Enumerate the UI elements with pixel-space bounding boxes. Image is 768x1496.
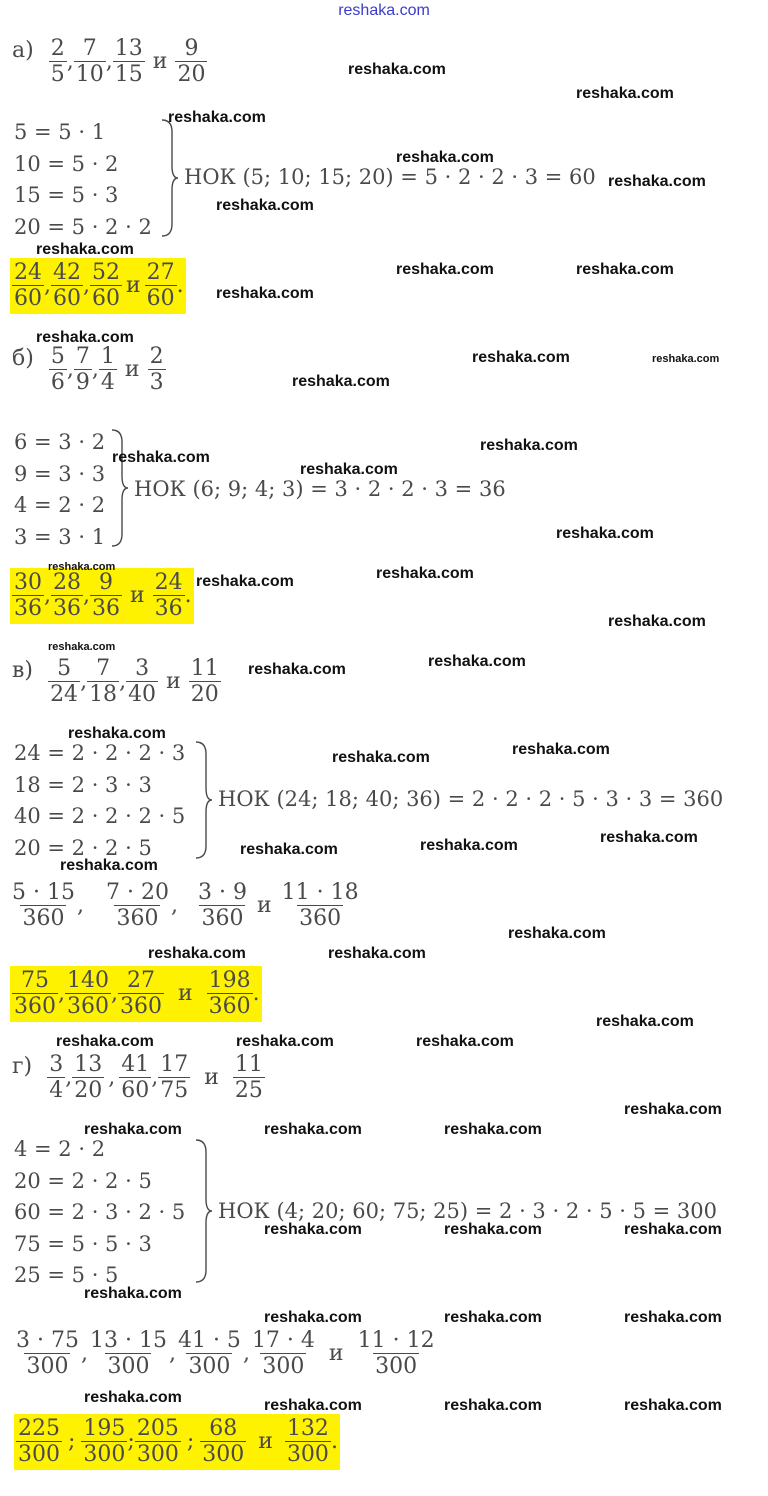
watermark: reshaka.com: [196, 573, 294, 590]
watermark: reshaka.com: [508, 925, 606, 942]
watermark: reshaka.com: [416, 1033, 514, 1050]
watermark: reshaka.com: [56, 1033, 154, 1050]
fraction: $\frac{68}{300}$: [202, 1416, 245, 1468]
watermark: reshaka.com: [36, 329, 134, 346]
watermark: reshaka.com: [472, 349, 570, 366]
problem-c-multiplications: $\frac{5 \cdot 15}{360}$ , $\frac{7 \cdot 20}{360}$ , $\frac{3 \cdot 9}{360}$ и $\frac{11 \cdot 18}{360}$: [12, 880, 359, 932]
conjunction: и: [178, 981, 193, 1007]
fraction: $\frac{24}{60}$: [14, 260, 42, 312]
problem-d-fractions: $\frac{3}{4}$ , $\frac{13}{20}$ , $\frac{41}{60}$ , $\frac{17}{75}$ и $\frac{11}{25}$: [49, 1052, 263, 1104]
watermark: reshaka.com: [112, 449, 210, 466]
watermark: reshaka.com: [480, 437, 578, 454]
watermark: reshaka.com: [444, 1309, 542, 1326]
fraction: $\frac{2}{5}$: [50, 36, 65, 88]
problem-c-answer: [10, 966, 262, 1022]
watermark: reshaka.com: [396, 261, 494, 278]
watermark: reshaka.com: [216, 285, 314, 302]
factorization-line: 25 = 5 · 5: [14, 1263, 119, 1287]
watermark: reshaka.com: [168, 109, 266, 126]
curly-brace: [194, 1138, 214, 1284]
fraction: $\frac{3}{40}$: [128, 656, 157, 708]
watermark: reshaka.com: [60, 857, 158, 874]
factorization-line: 15 = 5 · 3: [14, 183, 119, 207]
fraction: $\frac{225}{300}$: [18, 1416, 60, 1468]
problem-d-factorizations: [14, 1134, 185, 1292]
problem-a-factorizations: [14, 117, 152, 243]
conjunction: и: [152, 49, 168, 75]
factorization-line: 40 = 2 · 2 · 2 · 5: [14, 804, 186, 828]
problem-a-label: а): [12, 38, 34, 63]
watermark: reshaka.com: [624, 1309, 722, 1326]
fraction: $\frac{9}{36}$: [92, 570, 120, 622]
watermark: reshaka.com: [596, 1013, 694, 1030]
fraction: $\frac{13 \cdot 15}{300}$: [89, 1328, 167, 1380]
problem-b-statement: [12, 344, 166, 396]
fraction: $\frac{11 \cdot 18}{360}$: [281, 880, 359, 932]
watermark: reshaka.com: [328, 945, 426, 962]
watermark: reshaka.com: [292, 373, 390, 390]
problem-d-label: г): [12, 1054, 33, 1079]
problem-c-lcm: НОК (24; 18; 40; 36) = 2 · 2 · 2 · 5 · 3 · 3 = 360: [218, 787, 724, 811]
highlighted-answer: $\frac{225}{300}$ ; $\frac{195}{300}$ ; $\frac{205}{300}$ ; $\frac{68}{300}$ и $\frac{132}{300}$ .: [14, 1414, 340, 1470]
fraction: $\frac{41}{60}$: [121, 1052, 150, 1104]
fraction: $\frac{52}{60}$: [92, 260, 120, 312]
watermark: reshaka.com: [428, 653, 526, 670]
watermark: reshaka.com: [624, 1397, 722, 1414]
watermark: reshaka.com: [236, 1033, 334, 1050]
factorization-line: 20 = 5 · 2 · 2: [14, 214, 152, 239]
watermark: reshaka.com: [348, 61, 446, 78]
fraction: $\frac{2}{3}$: [149, 344, 164, 396]
fraction: $\frac{132}{300}$: [286, 1416, 329, 1468]
factorization-line: 20 = 2 · 2 · 5: [14, 1168, 152, 1193]
fraction: $\frac{195}{300}$: [83, 1416, 126, 1468]
watermark: reshaka.com: [444, 1121, 542, 1138]
watermark: reshaka.com: [652, 353, 720, 365]
fraction: $\frac{7}{9}$: [75, 344, 90, 396]
highlighted-answer: $\frac{24}{60}$ , $\frac{42}{60}$ , $\frac{52}{60}$ и $\frac{27}{60}$ .: [10, 258, 186, 314]
watermark: reshaka.com: [376, 565, 474, 582]
watermark: reshaka.com: [68, 725, 166, 742]
watermark: reshaka.com: [264, 1397, 362, 1414]
watermark: reshaka.com: [624, 1101, 722, 1118]
problem-b-answer: [10, 568, 194, 624]
fraction: $\frac{75}{360}$: [14, 968, 56, 1020]
watermark: reshaka.com: [420, 837, 518, 854]
problem-d-lcm: НОК (4; 20; 60; 75; 25) = 2 · 3 · 2 · 5 · 5 = 300: [218, 1199, 717, 1223]
problem-a-answer: [10, 258, 186, 314]
problem-d-answer: [14, 1414, 340, 1470]
highlighted-answer: $\frac{75}{360}$ , $\frac{140}{360}$ , $\frac{27}{360}$ и $\frac{198}{360}$ .: [10, 966, 262, 1022]
conjunction: и: [204, 1065, 219, 1091]
fraction: $\frac{28}{36}$: [53, 570, 81, 622]
fraction: $\frac{24}{36}$: [154, 570, 183, 622]
factorization-line: 75 = 5 · 5 · 3: [14, 1231, 152, 1256]
fraction: $\frac{13}{15}$: [114, 36, 143, 88]
watermark: reshaka.com: [444, 1397, 542, 1414]
factorization-line: 4 = 2 · 2: [14, 493, 106, 517]
problem-c-statement: [12, 656, 221, 708]
factorization-line: 24 = 2 · 2 · 2 · 3: [14, 741, 186, 765]
conjunction: и: [126, 273, 141, 299]
watermark: reshaka.com: [84, 1389, 182, 1406]
watermark: reshaka.com: [512, 741, 610, 758]
site-header[interactable]: reshaka.com: [338, 2, 430, 19]
watermark: reshaka.com: [576, 85, 674, 102]
factorization-line: 6 = 3 · 2: [14, 430, 106, 454]
watermark: reshaka.com: [248, 661, 346, 678]
conjunction: и: [166, 669, 181, 695]
watermark: reshaka.com: [608, 613, 706, 630]
watermark: reshaka.com: [444, 1221, 542, 1238]
curly-brace: [160, 118, 180, 238]
watermark: reshaka.com: [264, 1221, 362, 1238]
watermark: reshaka.com: [148, 945, 246, 962]
watermark: reshaka.com: [600, 829, 698, 846]
watermark: reshaka.com: [84, 1121, 182, 1138]
watermark: reshaka.com: [84, 1285, 182, 1302]
fraction: $\frac{30}{36}$: [14, 570, 42, 622]
watermark: reshaka.com: [608, 173, 706, 190]
fraction: $\frac{11}{25}$: [234, 1052, 263, 1104]
fraction: $\frac{27}{60}$: [146, 260, 175, 312]
watermark: reshaka.com: [240, 841, 338, 858]
curly-brace: [194, 740, 214, 860]
fraction: $\frac{1}{4}$: [100, 344, 115, 396]
conjunction: и: [130, 583, 145, 609]
problem-b-label: б): [12, 346, 34, 371]
factorization-line: 10 = 5 · 2: [14, 151, 119, 176]
watermark: reshaka.com: [216, 197, 314, 214]
conjunction: и: [328, 1341, 344, 1367]
fraction: $\frac{17}{75}$: [160, 1052, 189, 1104]
factorization-line: 3 = 3 · 1: [14, 524, 106, 549]
conjunction: и: [258, 1429, 273, 1455]
watermark: reshaka.com: [300, 461, 398, 478]
watermark: reshaka.com: [48, 561, 116, 573]
problem-b-lcm: НОК (6; 9; 4; 3) = 3 · 2 · 2 · 3 = 36: [134, 477, 506, 501]
curly-brace: [110, 428, 130, 548]
watermark: reshaka.com: [264, 1309, 362, 1326]
fraction: $\frac{205}{300}$: [136, 1416, 179, 1468]
factorization-line: 4 = 2 · 2: [14, 1137, 106, 1161]
fraction: $\frac{3 \cdot 75}{300}$: [16, 1328, 79, 1380]
factorization-line: 5 = 5 · 1: [14, 120, 106, 144]
fraction: $\frac{7}{18}$: [89, 656, 118, 708]
fraction: $\frac{5}{6}$: [50, 344, 65, 396]
fraction: $\frac{5}{24}$: [50, 656, 79, 708]
watermark: reshaka.com: [36, 241, 134, 258]
problem-d-multiplications: $\frac{3 \cdot 75}{300}$ , $\frac{13 \cdot 15}{300}$ , $\frac{41 \cdot 5}{300}$ , $\frac{17 \cdot 4}{300}$ и $\frac{11 \cdot 12}{300}$: [16, 1328, 435, 1380]
fraction: $\frac{140}{360}$: [67, 968, 109, 1020]
fraction: $\frac{3 \cdot 9}{360}$: [197, 880, 247, 932]
problem-a-statement: [12, 36, 207, 88]
problem-c-fractions: $\frac{5}{24}$ , $\frac{7}{18}$ , $\frac{3}{40}$ и $\frac{11}{20}$: [50, 656, 219, 708]
conjunction: и: [256, 893, 272, 919]
watermark: reshaka.com: [576, 261, 674, 278]
fraction: $\frac{5 \cdot 15}{360}$: [12, 880, 75, 932]
watermark: reshaka.com: [396, 149, 494, 166]
fraction: $\frac{7}{10}$: [75, 36, 104, 88]
factorization-line: 20 = 2 · 2 · 5: [14, 835, 152, 860]
fraction: $\frac{42}{60}$: [53, 260, 81, 312]
factorization-line: 18 = 2 · 3 · 3: [14, 772, 152, 797]
watermark: reshaka.com: [624, 1221, 722, 1238]
fraction: $\frac{41 \cdot 5}{300}$: [177, 1328, 241, 1380]
problem-d-statement: [12, 1052, 265, 1104]
problem-c-factorizations: [14, 738, 185, 864]
watermark: reshaka.com: [48, 641, 116, 653]
problem-c-label: в): [12, 658, 33, 683]
fraction: $\frac{3}{4}$: [49, 1052, 64, 1104]
problem-b-factorizations: [14, 427, 105, 553]
fraction: $\frac{17 \cdot 4}{300}$: [251, 1328, 315, 1380]
watermark: reshaka.com: [332, 749, 430, 766]
problem-b-fractions: $\frac{5}{6}$ , $\frac{7}{9}$ , $\frac{1}{4}$ и $\frac{2}{3}$: [50, 344, 164, 396]
problem-a-lcm: НОК (5; 10; 15; 20) = 5 · 2 · 2 · 3 = 60: [184, 165, 596, 189]
fraction: $\frac{9}{20}$: [177, 36, 206, 88]
fraction: $\frac{27}{360}$: [120, 968, 162, 1020]
factorization-line: 9 = 3 · 3: [14, 461, 106, 486]
fraction: $\frac{11}{20}$: [190, 656, 219, 708]
fraction: $\frac{13}{20}$: [74, 1052, 103, 1104]
fraction: $\frac{11 \cdot 12}{300}$: [357, 1328, 435, 1380]
problem-a-fractions: $\frac{2}{5}$ , $\frac{7}{10}$ , $\frac{13}{15}$ и $\frac{9}{20}$: [50, 36, 206, 88]
fraction: $\frac{7 \cdot 20}{360}$: [105, 880, 169, 932]
fraction: $\frac{198}{360}$: [208, 968, 251, 1020]
watermark: reshaka.com: [556, 525, 654, 542]
highlighted-answer: $\frac{30}{36}$ , $\frac{28}{36}$ , $\frac{9}{36}$ и $\frac{24}{36}$ .: [10, 568, 194, 624]
conjunction: и: [124, 357, 140, 383]
factorization-line: 60 = 2 · 3 · 2 · 5: [14, 1200, 186, 1224]
watermark: reshaka.com: [264, 1121, 362, 1138]
